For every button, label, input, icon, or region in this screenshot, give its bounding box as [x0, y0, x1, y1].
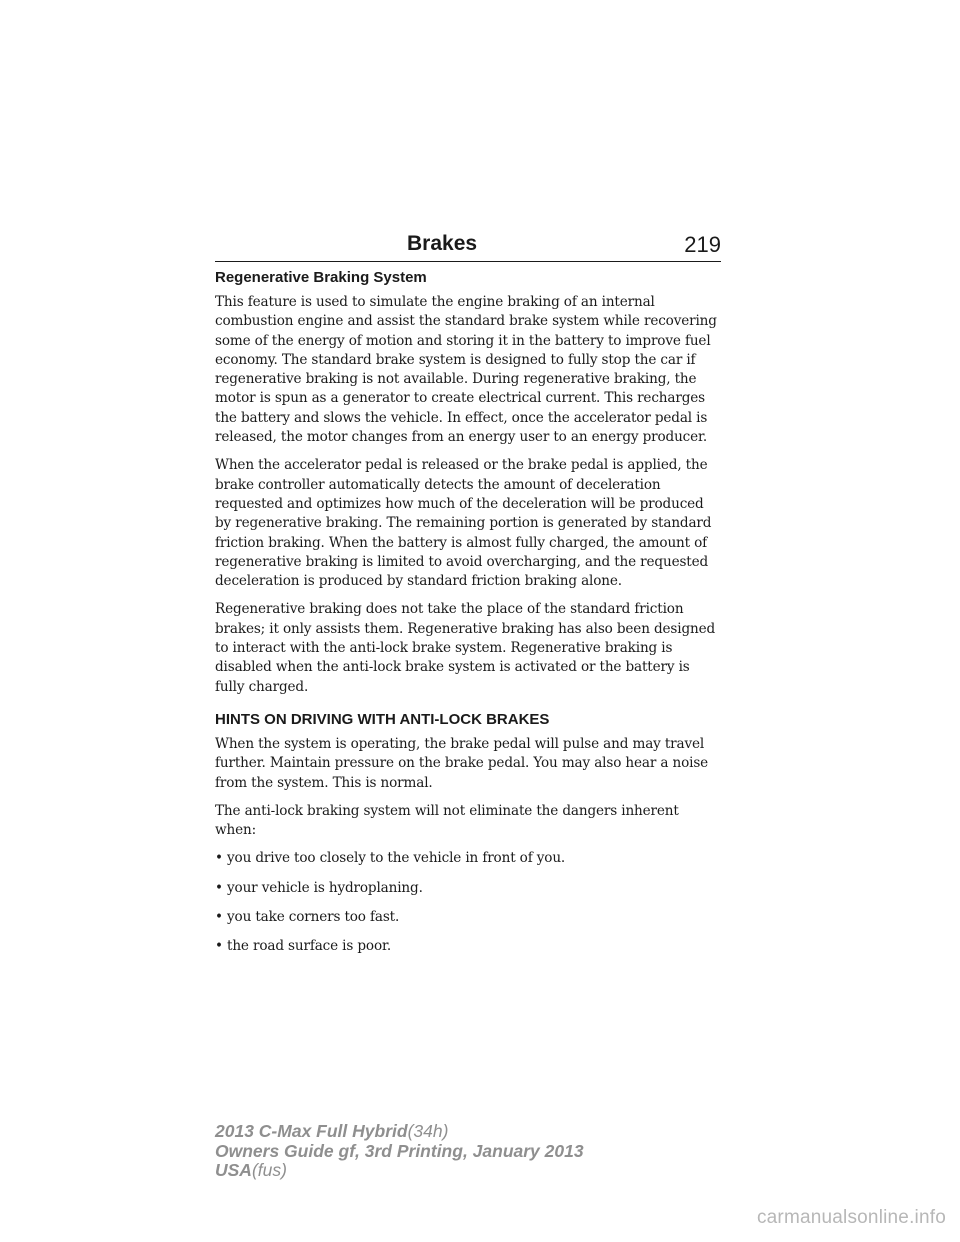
paragraph: Regenerative braking does not take the place of the standard friction brakes; it only assists them. Regenerative braking has also been designed to interact with the anti-lock brake system. Regenerative braking is disabled when the anti-lock brake system is activated or the battery is fully charged. [215, 601, 716, 695]
footer-line-model [215, 1122, 584, 1142]
page-header [215, 229, 721, 262]
footer-line-printing: Owners Guide gf, 3rd Printing, January 2013 [215, 1140, 584, 1161]
list-item: • you drive too closely to the vehicle in front of you. [215, 849, 721, 868]
section-heading-anti-lock: HINTS ON DRIVING WITH ANTI-LOCK BRAKES [215, 710, 550, 728]
footer-model: 2013 C-Max Full Hybrid [215, 1121, 408, 1141]
section-heading-regenerative: Regenerative Braking System [215, 269, 427, 286]
footer-region-code: (fus) [251, 1160, 287, 1180]
footer-region: USA [215, 1160, 252, 1180]
paragraph: When the system is operating, the brake pedal will pulse and may travel further. Maintain pressure on the brake pedal. You may also hear a noise from the system. This is normal. [215, 735, 709, 791]
section-title: Brakes [407, 232, 478, 255]
footer-line-region [215, 1161, 584, 1181]
list-item: • you take corners too fast. [215, 908, 721, 927]
watermark-text: carmanualsonline.info [756, 1207, 946, 1228]
bullet-list [215, 849, 721, 956]
list-item: • your vehicle is hydroplaning. [215, 879, 721, 898]
paragraph: The anti-lock braking system will not eliminate the dangers inherent when: [215, 802, 679, 839]
list-item: • the road surface is poor. [215, 937, 721, 956]
paragraph: This feature is used to simulate the engine braking of an internal combustion engine and assist the standard brake system while recovering some of the energy of motion and storing it in the battery to improve fuel economy. The standard brake system is designed to fully stop the car if regenerative braking is not available. During regenerative braking, the motor is spun as a generator to create electrical current. This recharges the battery and slows the vehicle. In effect, once the accelerator pedal is released, the motor changes from an energy user to an energy producer. [215, 294, 717, 446]
paragraph: When the accelerator pedal is released or the brake pedal is applied, the brake controller automatically detects the amount of deceleration requested and optimizes how much of the deceleration will be produced by regenerative braking. The remaining portion is generated by standard friction braking. When the battery is almost fully charged, the amount of regenerative braking is limited to avoid overcharging, and the requested deceleration is produced by standard friction braking alone. [215, 457, 712, 590]
footer-model-code: (34h) [407, 1121, 449, 1141]
page-content [215, 268, 721, 967]
document-footer [215, 1122, 584, 1181]
page-number: 219 [684, 232, 721, 257]
